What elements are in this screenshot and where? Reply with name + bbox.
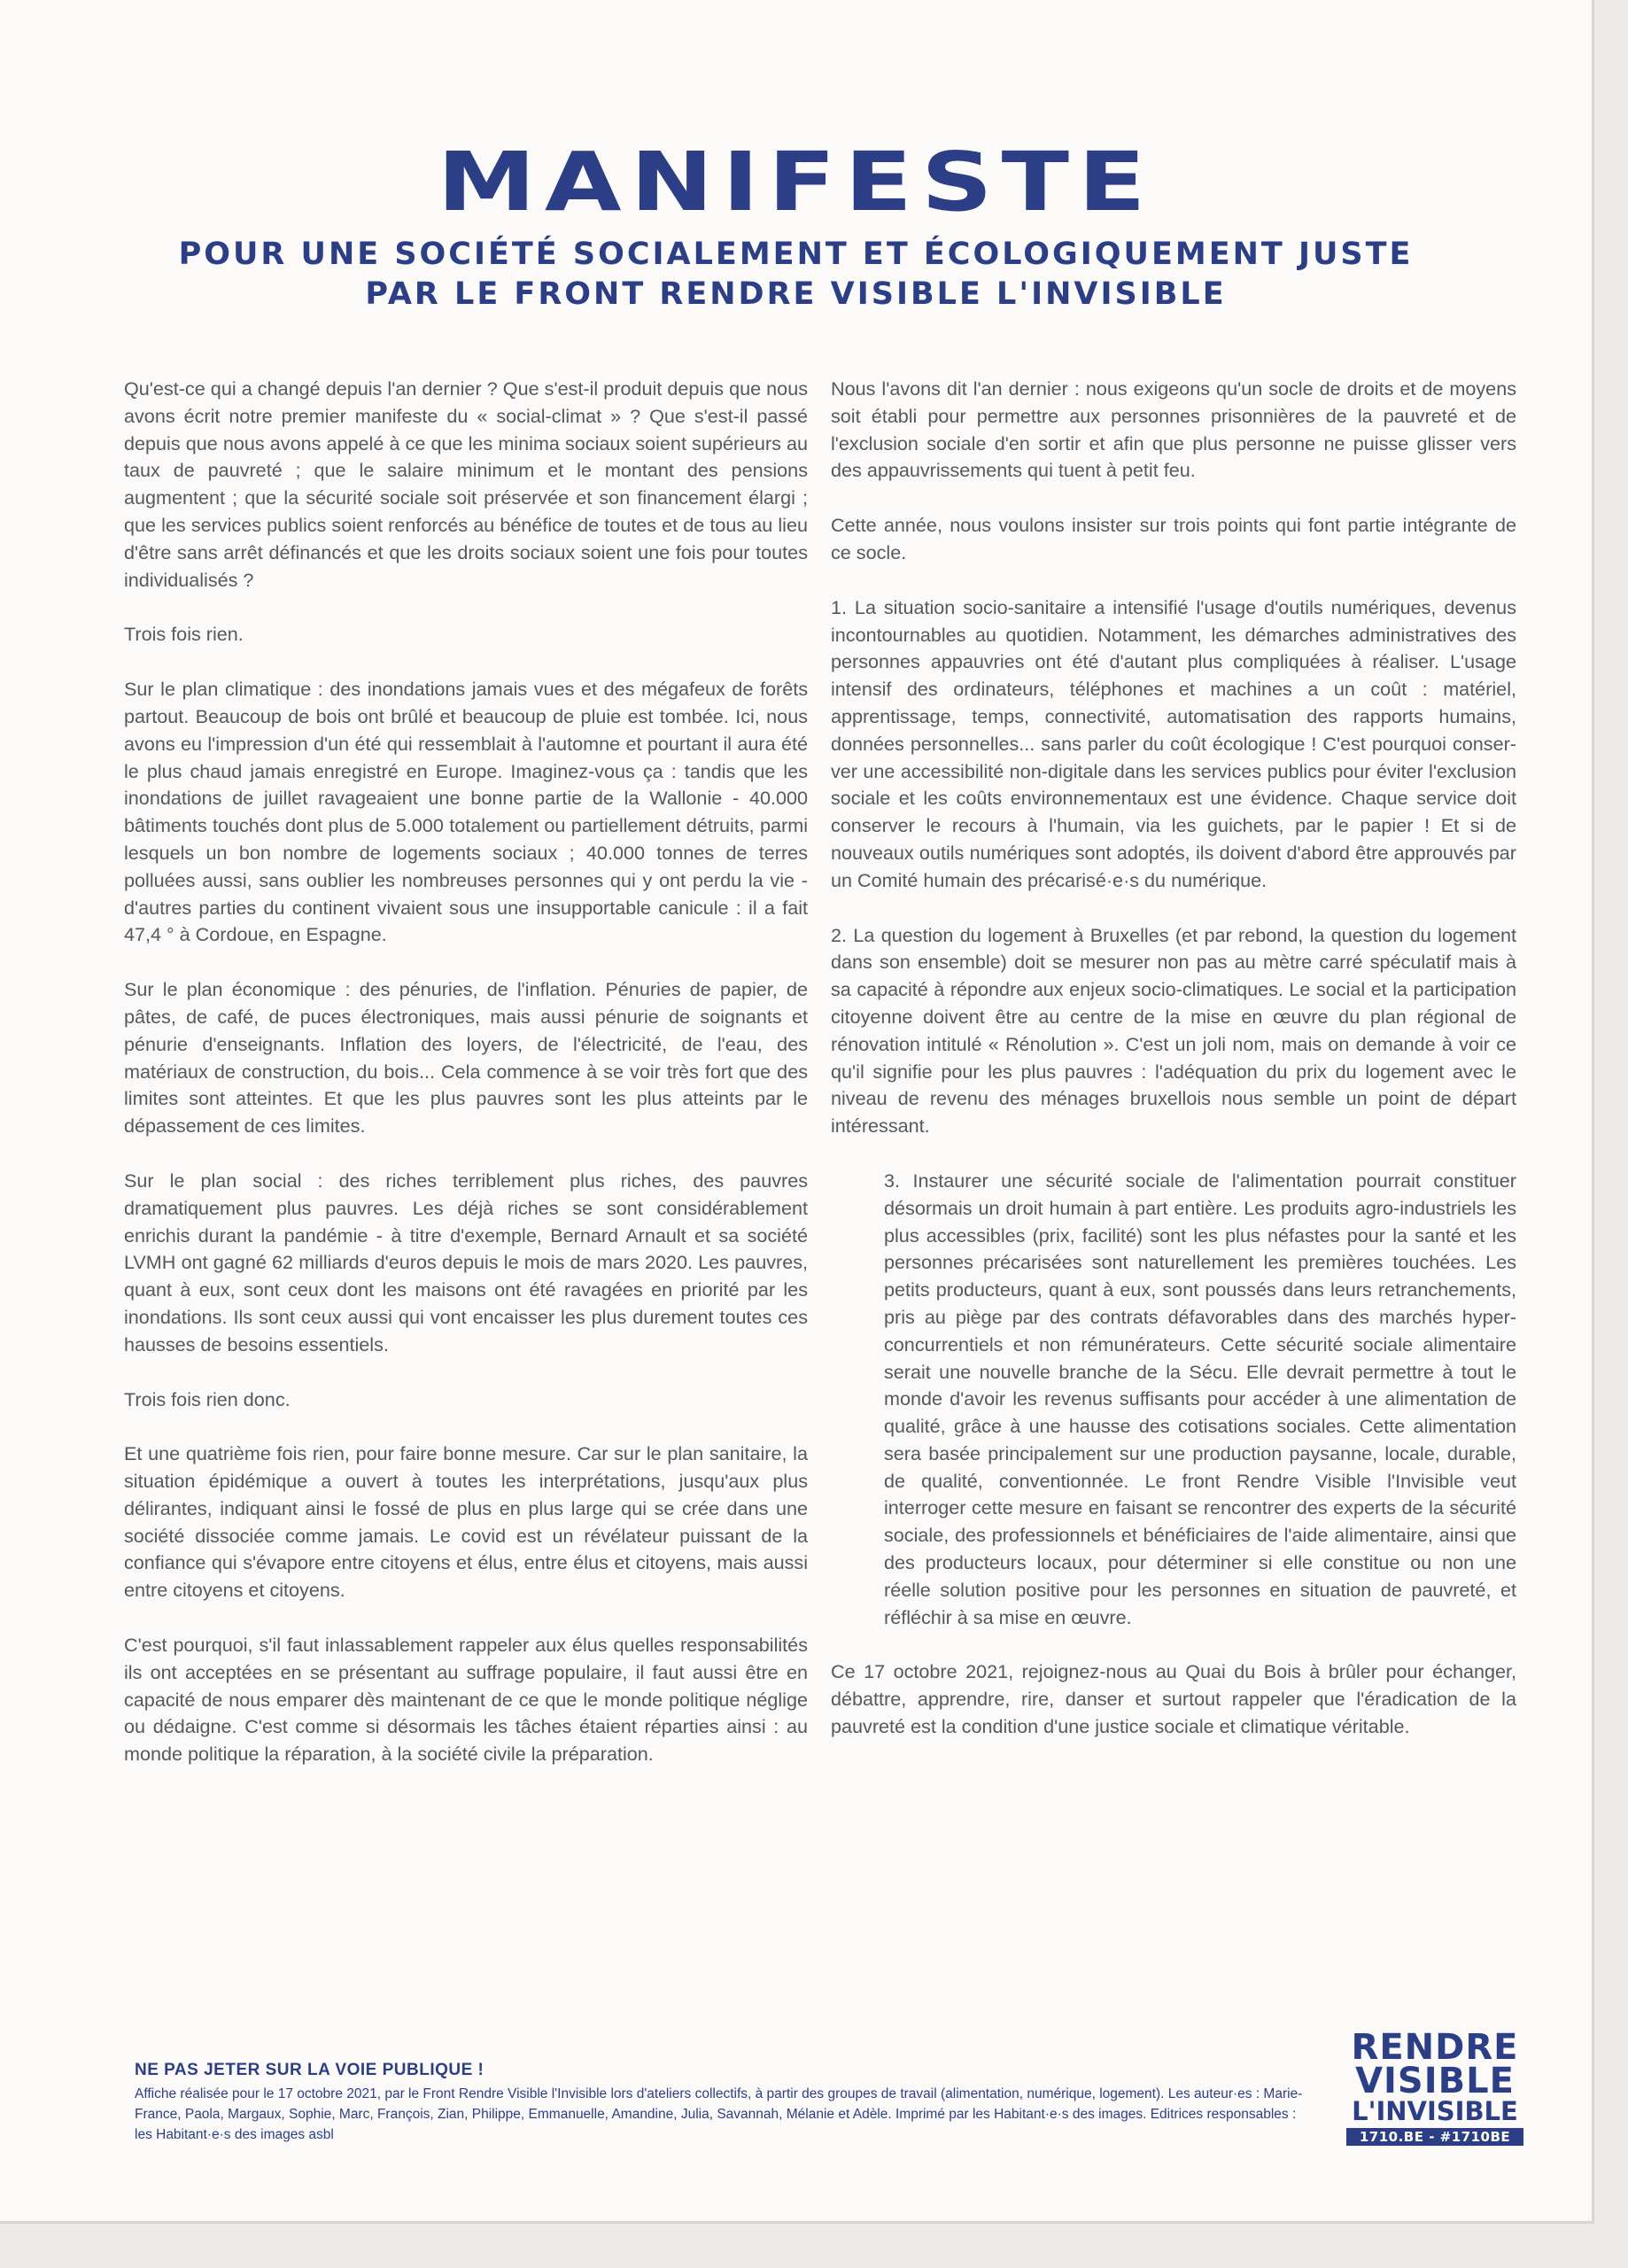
footer-heading: NE PAS JETER SUR LA VOIE PUBLIQUE ! bbox=[135, 2061, 485, 2079]
paragraph-plan-social: Sur le plan social : des riches terriblement plus riches, des pauvres dramatiquement plus pauvres. Les déjà riches se sont considérablement enrichis durant la pandémie - à titre d'exemple, Bernard Arnault et sa société LVMH ont gagné 62 milliards d'euros depuis le mois de mars 2020. Les pauvres, quant à eux, sont ceux dont les maisons ont été ravagées en priorité par les inondations. Ils sont ceux aussi qui vont encaisser les plus durement toutes ces hausses de besoins essentiels. bbox=[124, 1169, 808, 1355]
paragraph-plan-economique: Sur le plan économique : des pénuries, de l'inflation. Pénuries de papier, de pâtes, de café, de puces électroniques, mais aussi pénurie de soignants et pénurie d'enseignants. Inflation des loyers, de l'électricité, de l'eau, des matériaux de construction, du bois... Cela commence à se voir très fort que des limites sont atteintes. Et que les plus pauvres sont les plus atteints par le dépassement de ces limites. bbox=[124, 978, 808, 1138]
paragraph-conclusion-left: C'est pourquoi, s'il faut inlassablement rappeler aux élus quelles responsabilités ils ont acceptées en se présentant au suffrage populaire, il faut aussi être en capacité de nous emparer dès maintenant de ce que le monde politique néglige ou dédaigne. C'est comme si désormais les tâches étaient réparties ainsi : au monde politique la réparation, à la société civile la préparation. bbox=[124, 1634, 808, 1766]
paragraph-point-2-logement: 2. La question du logement à Bruxelles (et par rebond, la question du logement dans son ensemble) doit se mesurer non pas au mètre carré spéculatif mais à sa capacité à répondre aux enjeux socio-climatiques. Le social et la participation citoyenne doivent être au centre de la mise en œuvre du plan régional de rénovation intitulé « Rénolution ». C'est un joli nom, mais on demande à voir ce qu'il signifie pour les plus pauvres : l'adéquation du prix du logement avec le niveau de revenu des ménages bruxellois nous semble un point de départ intéressant. bbox=[831, 923, 1516, 1138]
paragraph-point-3-alimentation: 3. Instaurer une sécurité sociale de l'alimentation pourrait constituer désormais un droit humain à part entière. Les produits agro-industriels les plus accessibles (prix, facilité) sont les plus néfastes pour la santé et les personnes précarisées sont naturellement les premières touchées. Les petits producteurs, quant à eux, sont poussés dans leurs retranchements, pris au piège par des contrats défavorables dans des marchés hyper-concurrentiels et non rémunérateurs. Cette sécurité sociale alimentaire serait une nouvelle branche de la Sécu. Elle devrait permettre à tout le monde d'avoir les revenus suffisants pour accéder à une alimentation de qualité, grâce à une hausse des cotisations sociales. Cette alimentation sera basée principalement sur une production paysanne, locale, durable, de qualité, conventionnée. Le front Rendre Visible l'Invisible veut interroger cette mesure en faisant se rencontrer des experts de la sécurité sociale, des professionnels et bénéficiaires de l'aide alimentaire, ainsi que des producteurs locaux, pour déterminer si elle constitue ou non une réelle solution positive pour les personnes en situation de pauvreté, et réfléchir à sa mise en œuvre. bbox=[884, 1169, 1516, 1628]
poster-subtitle-line-1: POUR UNE SOCIÉTÉ SOCIALEMENT ET ÉCOLOGIQUEMENT JUSTE bbox=[178, 237, 1414, 272]
footer-credits: Affiche réalisée pour le 17 octobre 2021, par le Front Rendre Visible l'Invisible lors d'ateliers collectifs, à partir des groupes de travail (alimentation, numérique, logement). Les auteur·es : Marie-France, Paola, Margaux, Sophie, Marc, François, Zian, Philippe, Emmanuelle, Amandine, Julia, Savannah, Mélanie et Adèle. Imprimé par les Habitant·e·s des images. Editrices responsables : les Habitant·e·s des images asbl bbox=[135, 2086, 1303, 2142]
paragraph-invitation-17-octobre: Ce 17 octobre 2021, rejoignez-nous au Quai du Bois à brûler pour échanger, débattre, apprendre, rire, danser et surtout rappeler que l'éradication de la pauvreté est la condition d'une justice sociale et climatique véritable. bbox=[831, 1660, 1516, 1738]
poster-subtitle-line-2: PAR LE FRONT RENDRE VISIBLE L'INVISIBLE bbox=[365, 276, 1227, 312]
paragraph-socle-de-droits: Nous l'avons dit l'an dernier : nous exigeons qu'un socle de droits et de moyens soit établi pour permettre aux personnes prisonnières de la pauvreté et de l'exclusion sociale d'en sortir et afin que plus personne ne puisse glisser vers des appauvrissements qui tuent à petit feu. bbox=[831, 377, 1516, 482]
left-text-column bbox=[124, 376, 808, 1796]
paragraph-plan-climatique: Sur le plan climatique : des inondations jamais vues et des mégafeux de forêts partout. Beaucoup de bois ont brûlé et beaucoup de pluie est tombée. Ici, nous avons eu l'impression d'un été qui ressemblait à l'automne et pourtant il aura été le plus chaud jamais enregistré en Europe. Imaginez-vous ça : tandis que les inondations de juillet ravageaient une bonne partie de la Wallonie - 40.000 bâtiments touchés dont plus de 5.000 totalement ou partiellement détruits, parmi lesquels un bon nombre de logements sociaux ; 40.000 tonnes de terres polluées aussi, sans oublier les nombreuses personnes qui y ont perdu la vie - d'autres parties du continent vivaient sous une insupportable canicule : il a fait 47,4 ° à Cordoue, en Espagne. bbox=[124, 678, 808, 946]
logo-line-visible: VISIBLE bbox=[1355, 2061, 1515, 2101]
poster-title: MANIFESTE bbox=[437, 135, 1155, 230]
paragraph-trois-fois-rien: Trois fois rien. bbox=[124, 623, 244, 646]
rendre-visible-logo bbox=[1346, 2027, 1523, 2146]
right-text-column bbox=[831, 376, 1516, 1768]
paragraph-point-1-numerique: 1. La situation socio-sanitaire a intensifié l'usage d'outils numériques, devenus incontournables au quotidien. Notamment, les démarches administratives des personnes appauvries ont été d'autant plus compliquées à réaliser. L'usage intensif des ordinateurs, téléphones et machines a un coût : matériel, apprentissage, temps, connectivité, automatisation des rapports humains, données personnelles... sans parler du coût écologique ! C'est pourquoi conserver une accessibilité non-digitale dans les services publics pour éviter l'exclusion sociale et les coûts environnementaux est une évidence. Chaque service doit conserver le recours à l'humain, via les guichets, par le papier ! Et si de nouveaux outils numériques sont adoptés, ils doivent d'abord être approuvés par un Comité humain des précarisé·e·s du numérique. bbox=[831, 595, 1516, 891]
paragraph-trois-fois-rien-donc: Trois fois rien donc. bbox=[124, 1387, 291, 1410]
paragraph-trois-points: Cette année, nous voulons insister sur trois points qui font partie intégrante de ce socle. bbox=[831, 514, 1516, 563]
logo-line-invisible: L'INVISIBLE bbox=[1352, 2096, 1518, 2126]
logo-line-rendre: RENDRE bbox=[1351, 2027, 1519, 2068]
paragraph-plan-sanitaire: Et une quatrième fois rien, pour faire bonne mesure. Car sur le plan sanitaire, la situation épidémique a ouvert à toutes les interprétations, jusqu'aux plus délirantes, indiquant ainsi le fossé de plus en plus large qui se crée dans une société dissociée comme jamais. Le covid est un révélateur puissant de la confiance qui s'évapore entre citoyens et élus, entre élus et citoyens, mais aussi entre citoyens et citoyens. bbox=[124, 1442, 808, 1602]
paragraph-intro-questions: Qu'est-ce qui a changé depuis l'an dernier ? Que s'est-il produit depuis que nous avons écrit notre premier manifeste du « social-climat » ? Que s'est-il passé depuis que nous avons appelé à ce que les minima sociaux soient supérieurs au taux de pauvreté ; que le salaire minimum et le montant des pensions augmentent ; que la sécurité sociale soit préservée et son financement élargi ; que les services publics soient renforcés au bénéfice de toutes et de tous au lieu d'être sans arrêt définancés et que les droits sociaux soient une fois pour toutes individualisés ? bbox=[124, 377, 808, 591]
logo-url-banner: 1710.BE - #1710BE bbox=[1346, 2128, 1523, 2146]
